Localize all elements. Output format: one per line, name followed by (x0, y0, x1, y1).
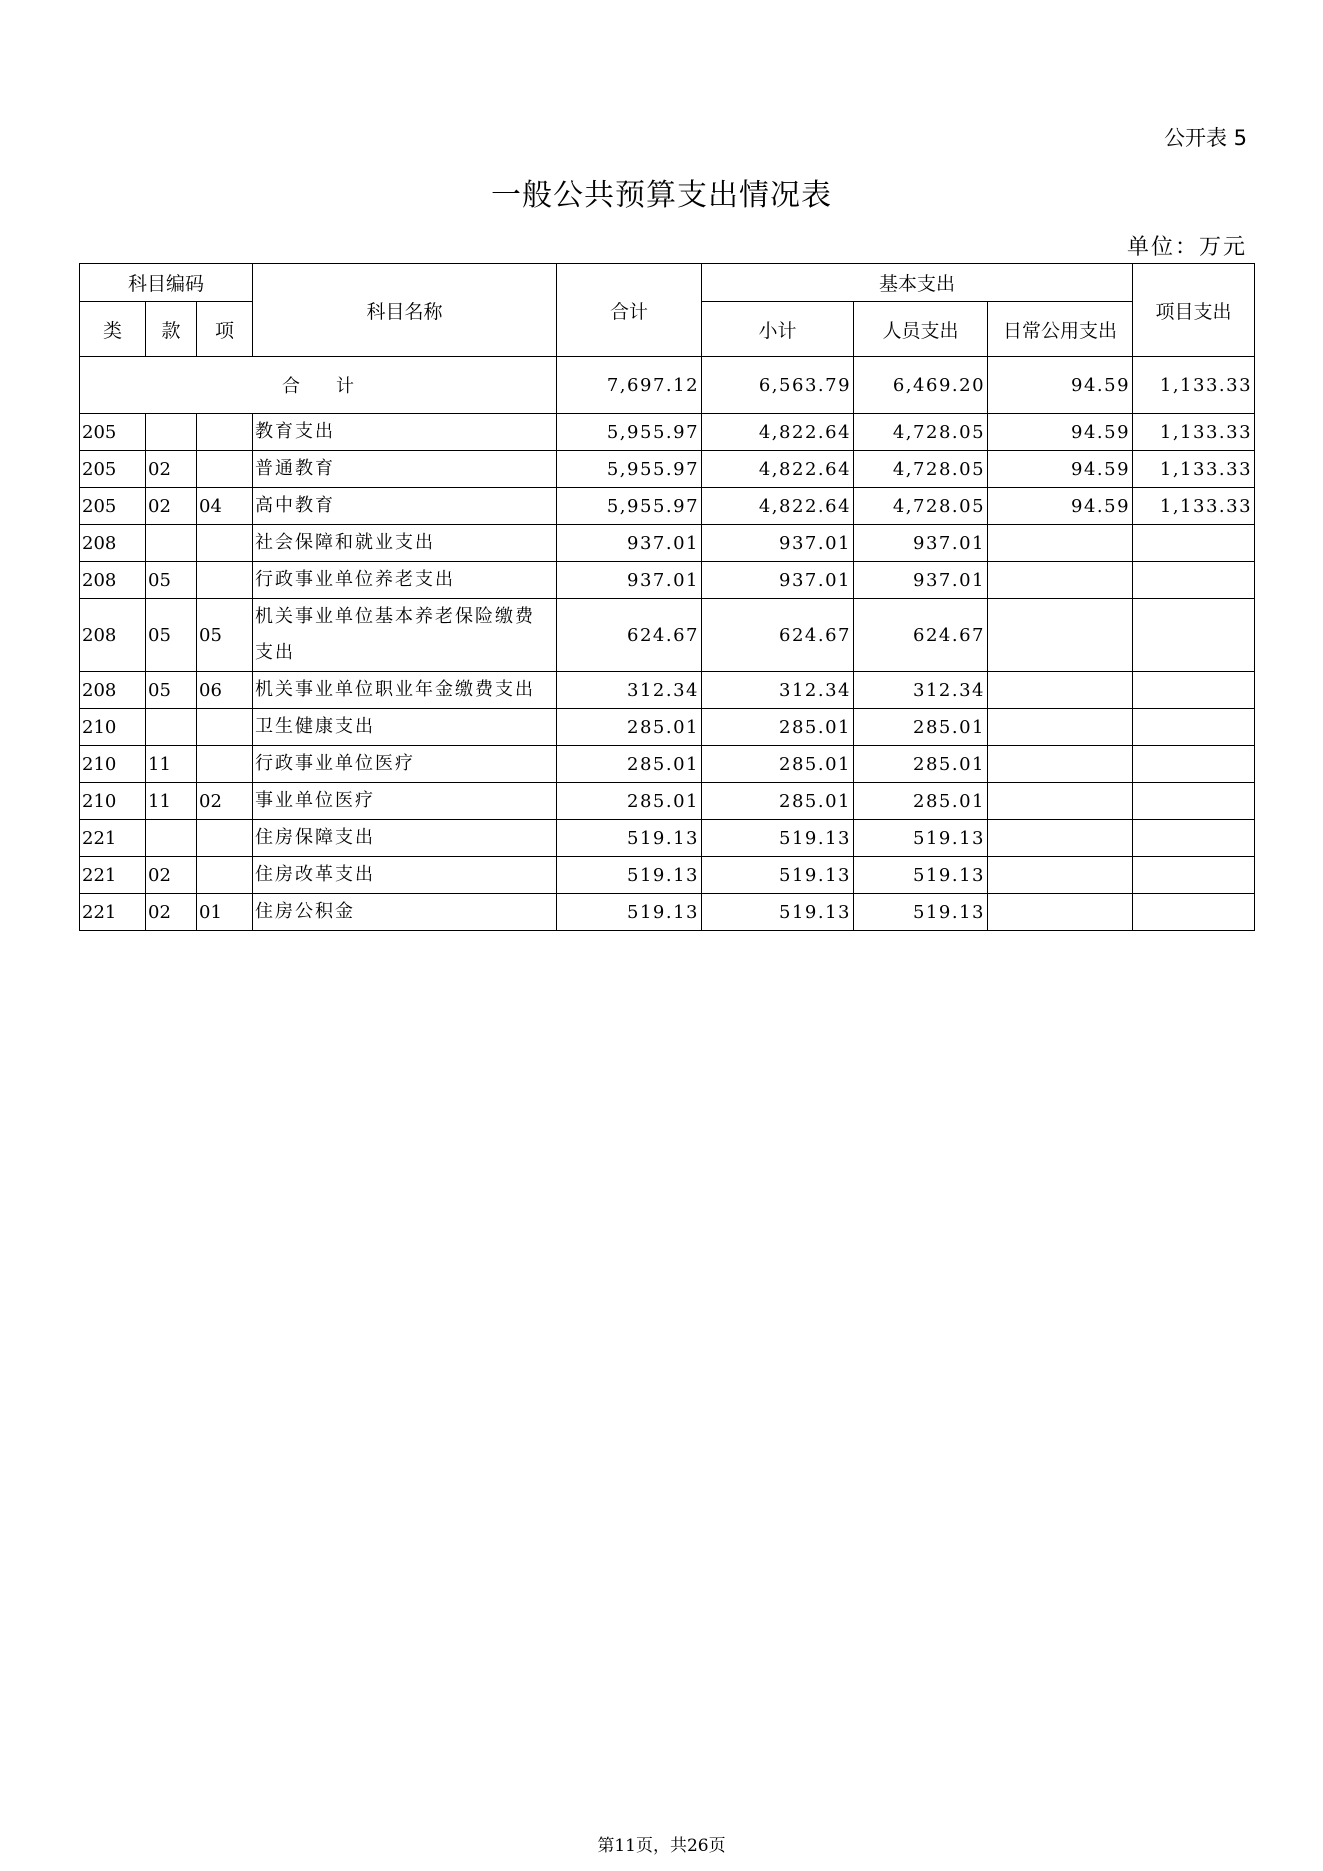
cell-personnel: 285.01 (854, 709, 988, 746)
cell-kuan (146, 414, 197, 451)
total-public: 94.59 (988, 357, 1133, 414)
cell-personnel: 4,728.05 (854, 414, 988, 451)
cell-public (988, 709, 1133, 746)
table-row (80, 857, 1255, 894)
table-row (80, 894, 1255, 931)
cell-subtotal: 312.34 (702, 672, 854, 709)
cell-project (1133, 599, 1255, 672)
cell-name: 普通教育 (253, 451, 557, 488)
cell-name: 行政事业单位养老支出 (253, 562, 557, 599)
cell-project: 1,133.33 (1133, 451, 1255, 488)
cell-lei: 208 (80, 525, 146, 562)
cell-xiang: 01 (197, 894, 253, 931)
table-row (80, 562, 1255, 599)
cell-xiang (197, 562, 253, 599)
cell-xiang: 04 (197, 488, 253, 525)
cell-project (1133, 783, 1255, 820)
cell-name: 机关事业单位职业年金缴费支出 (253, 672, 557, 709)
cell-kuan: 11 (146, 746, 197, 783)
cell-subtotal: 4,822.64 (702, 414, 854, 451)
cell-name: 教育支出 (253, 414, 557, 451)
cell-xiang (197, 857, 253, 894)
header-name: 科目名称 (253, 264, 557, 357)
table-row (80, 525, 1255, 562)
header-xiang: 项 (197, 302, 253, 357)
cell-lei: 205 (80, 451, 146, 488)
cell-lei: 221 (80, 820, 146, 857)
cell-total: 5,955.97 (557, 451, 702, 488)
total-project: 1,133.33 (1133, 357, 1255, 414)
cell-name: 卫生健康支出 (253, 709, 557, 746)
cell-xiang (197, 709, 253, 746)
cell-name: 行政事业单位医疗 (253, 746, 557, 783)
header-project: 项目支出 (1133, 264, 1255, 357)
header-total: 合计 (557, 264, 702, 357)
cell-xiang: 06 (197, 672, 253, 709)
cell-lei: 205 (80, 414, 146, 451)
header-kuan: 款 (146, 302, 197, 357)
table-row (80, 414, 1255, 451)
page-title: 一般公共预算支出情况表 (491, 178, 832, 213)
cell-total: 285.01 (557, 709, 702, 746)
cell-personnel: 285.01 (854, 783, 988, 820)
cell-personnel: 519.13 (854, 820, 988, 857)
cell-subtotal: 624.67 (702, 599, 854, 672)
budget-table (79, 263, 1255, 931)
cell-public: 94.59 (988, 451, 1133, 488)
cell-project: 1,133.33 (1133, 488, 1255, 525)
cell-project (1133, 562, 1255, 599)
total-subtotal: 6,563.79 (702, 357, 854, 414)
cell-subtotal: 937.01 (702, 562, 854, 599)
cell-personnel: 312.34 (854, 672, 988, 709)
cell-public (988, 562, 1133, 599)
cell-xiang: 02 (197, 783, 253, 820)
cell-subtotal: 285.01 (702, 783, 854, 820)
cell-total: 519.13 (557, 857, 702, 894)
cell-subtotal: 519.13 (702, 894, 854, 931)
cell-personnel: 937.01 (854, 562, 988, 599)
cell-public (988, 894, 1133, 931)
cell-name: 住房公积金 (253, 894, 557, 931)
total-label: 合 计 (80, 357, 557, 414)
cell-lei: 208 (80, 562, 146, 599)
cell-kuan: 05 (146, 672, 197, 709)
cell-lei: 208 (80, 599, 146, 672)
header-personnel: 人员支出 (854, 302, 988, 357)
cell-name: 社会保障和就业支出 (253, 525, 557, 562)
table-row (80, 783, 1255, 820)
table-row (80, 746, 1255, 783)
cell-xiang (197, 525, 253, 562)
cell-total: 5,955.97 (557, 414, 702, 451)
cell-lei: 205 (80, 488, 146, 525)
cell-project (1133, 894, 1255, 931)
cell-public: 94.59 (988, 414, 1133, 451)
cell-subtotal: 285.01 (702, 709, 854, 746)
cell-total: 285.01 (557, 783, 702, 820)
total-personnel: 6,469.20 (854, 357, 988, 414)
cell-public (988, 525, 1133, 562)
cell-personnel: 4,728.05 (854, 451, 988, 488)
cell-name: 高中教育 (253, 488, 557, 525)
cell-subtotal: 285.01 (702, 746, 854, 783)
cell-personnel: 519.13 (854, 857, 988, 894)
cell-kuan (146, 525, 197, 562)
table-row (80, 709, 1255, 746)
cell-personnel: 937.01 (854, 525, 988, 562)
cell-subtotal: 519.13 (702, 820, 854, 857)
cell-lei: 221 (80, 857, 146, 894)
cell-kuan: 05 (146, 599, 197, 672)
cell-subtotal: 4,822.64 (702, 451, 854, 488)
cell-project: 1,133.33 (1133, 414, 1255, 451)
page-footer: 第11页，共26页 (597, 1836, 726, 1856)
cell-kuan: 05 (146, 562, 197, 599)
cell-lei: 210 (80, 709, 146, 746)
table-row (80, 599, 1255, 672)
cell-public (988, 746, 1133, 783)
cell-xiang (197, 451, 253, 488)
cell-total: 519.13 (557, 820, 702, 857)
cell-lei: 210 (80, 746, 146, 783)
cell-name: 住房保障支出 (253, 820, 557, 857)
cell-kuan: 11 (146, 783, 197, 820)
cell-public (988, 672, 1133, 709)
cell-personnel: 624.67 (854, 599, 988, 672)
cell-project (1133, 672, 1255, 709)
unit-label: 单位：万元 (1126, 235, 1247, 260)
cell-project (1133, 525, 1255, 562)
cell-public (988, 820, 1133, 857)
cell-total: 312.34 (557, 672, 702, 709)
cell-lei: 210 (80, 783, 146, 820)
cell-personnel: 4,728.05 (854, 488, 988, 525)
cell-xiang (197, 746, 253, 783)
cell-public (988, 783, 1133, 820)
header-lei: 类 (80, 302, 146, 357)
cell-kuan: 02 (146, 488, 197, 525)
cell-name: 机关事业单位基本养老保险缴费支出 (253, 599, 557, 672)
cell-project (1133, 857, 1255, 894)
cell-total: 937.01 (557, 562, 702, 599)
cell-kuan (146, 820, 197, 857)
cell-lei: 208 (80, 672, 146, 709)
cell-public: 94.59 (988, 488, 1133, 525)
header-basic-group: 基本支出 (702, 264, 1133, 302)
cell-personnel: 285.01 (854, 746, 988, 783)
cell-subtotal: 937.01 (702, 525, 854, 562)
cell-total: 624.67 (557, 599, 702, 672)
cell-total: 285.01 (557, 746, 702, 783)
cell-total: 5,955.97 (557, 488, 702, 525)
cell-total: 937.01 (557, 525, 702, 562)
table-row (80, 451, 1255, 488)
table-row (80, 488, 1255, 525)
table-row (80, 672, 1255, 709)
cell-public (988, 599, 1133, 672)
cell-subtotal: 519.13 (702, 857, 854, 894)
cell-kuan: 02 (146, 451, 197, 488)
cell-project (1133, 820, 1255, 857)
cell-personnel: 519.13 (854, 894, 988, 931)
total-row (80, 357, 1255, 414)
cell-total: 519.13 (557, 894, 702, 931)
header-subtotal: 小计 (702, 302, 854, 357)
cell-public (988, 857, 1133, 894)
cell-name: 住房改革支出 (253, 857, 557, 894)
header-code-group: 科目编码 (80, 264, 253, 302)
cell-xiang (197, 414, 253, 451)
table-number: 公开表 5 (1163, 126, 1247, 150)
cell-kuan (146, 709, 197, 746)
header-public: 日常公用支出 (988, 302, 1133, 357)
cell-subtotal: 4,822.64 (702, 488, 854, 525)
cell-project (1133, 709, 1255, 746)
cell-name: 事业单位医疗 (253, 783, 557, 820)
cell-kuan: 02 (146, 894, 197, 931)
total-total: 7,697.12 (557, 357, 702, 414)
cell-project (1133, 746, 1255, 783)
cell-xiang: 05 (197, 599, 253, 672)
cell-lei: 221 (80, 894, 146, 931)
cell-kuan: 02 (146, 857, 197, 894)
table-row (80, 820, 1255, 857)
cell-xiang (197, 820, 253, 857)
header-row-1 (80, 264, 1255, 302)
